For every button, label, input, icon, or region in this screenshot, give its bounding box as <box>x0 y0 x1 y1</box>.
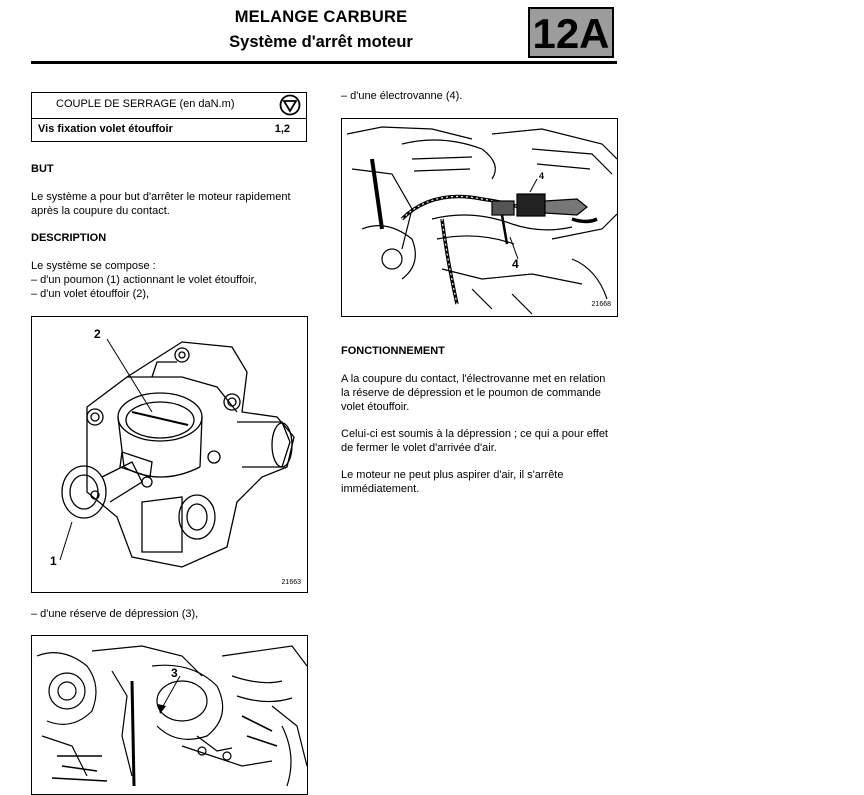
description-heading: DESCRIPTION <box>31 232 107 244</box>
figure-ref-21663: 21663 <box>281 579 301 586</box>
description-item-electrovanne: – d'une électrovanne (4). <box>341 90 463 102</box>
section-title: MELANGE CARBURE <box>234 8 408 26</box>
fonctionnement-heading: FONCTIONNEMENT <box>341 345 445 357</box>
torque-table-header-row <box>32 93 306 119</box>
section-code-badge: 12A <box>528 7 614 58</box>
torque-wrench-icon <box>279 94 301 116</box>
torque-row-value: 1,2 <box>274 123 290 135</box>
description-item-volet: – d'un volet étouffoir (2), <box>31 288 150 300</box>
but-heading: BUT <box>31 163 54 175</box>
description-item-reserve: – d'une réserve de dépression (3), <box>31 608 199 620</box>
fonctionnement-para2-line1: Celui-ci est soumis à la dépression ; ce qui a pour effet <box>341 428 608 440</box>
fonctionnement-para3-line1: Le moteur ne peut plus aspirer d'air, il s'arrête <box>341 469 564 481</box>
callout-3: 3 <box>171 666 178 680</box>
fonctionnement-para2-line2: de fermer le volet d'arrivée d'air. <box>341 442 497 454</box>
description-intro: Le système se compose : <box>31 260 156 272</box>
callout-4: 4 <box>512 257 519 271</box>
figure-ref-21668: 21668 <box>591 301 611 308</box>
header-rule <box>31 61 617 64</box>
but-text-line-1: Le système a pour but d'arrêter le moteur rapidement <box>31 191 291 203</box>
electrovanne-drawing <box>342 119 618 317</box>
fonctionnement-para3-line2: immédiatement. <box>341 483 420 495</box>
torque-row-label: Vis fixation volet étouffoir <box>38 123 173 135</box>
throttle-body-drawing <box>32 317 308 593</box>
callout-4-top: 4 <box>539 171 545 181</box>
fonctionnement-para1-line2: la réserve de dépression et le poumon de commande <box>341 387 601 399</box>
figure-reserve <box>31 635 308 795</box>
fonctionnement-para1-line1: A la coupure du contact, l'électrovanne met en relation <box>341 373 606 385</box>
but-text-line-2: après la coupure du contact. <box>31 205 170 217</box>
section-subtitle: Système d'arrêt moteur <box>229 33 413 51</box>
fonctionnement-para1-line3: volet étouffoir. <box>341 401 410 413</box>
callout-1: 1 <box>50 554 57 568</box>
torque-table-heading: COUPLE DE SERRAGE (en daN.m) <box>56 98 235 110</box>
reserve-drawing <box>32 636 308 795</box>
description-item-poumon: – d'un poumon (1) actionnant le volet étouffoir, <box>31 274 257 286</box>
figure-throttle-body <box>31 316 308 593</box>
figure-electrovanne <box>341 118 618 317</box>
callout-2: 2 <box>94 327 101 341</box>
torque-table <box>31 92 307 142</box>
